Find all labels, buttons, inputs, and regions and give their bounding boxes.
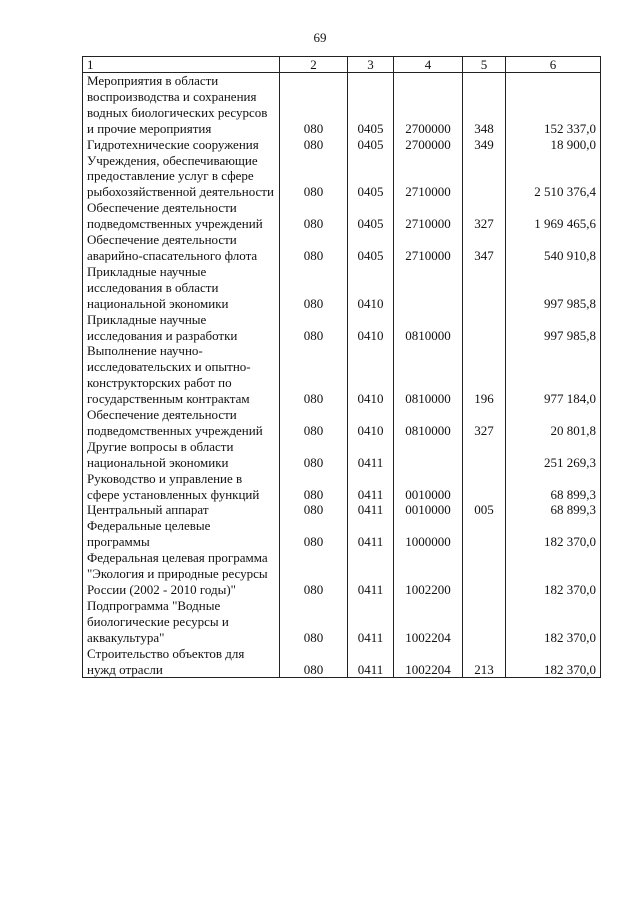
header-row: [83, 57, 601, 73]
header-col-3: 3: [348, 57, 394, 73]
table-row: [83, 439, 601, 471]
item-section-code: 0411: [348, 598, 394, 646]
item-gr-code: 080: [280, 407, 348, 439]
item-target-code: 2710000: [394, 153, 463, 201]
item-gr-code: 080: [280, 264, 348, 312]
table-row: [83, 502, 601, 518]
table-row: [83, 518, 601, 550]
item-amount: 997 985,8: [506, 312, 601, 344]
item-amount: 18 900,0: [506, 137, 601, 153]
item-name: Обеспечение деятельности подведомственных учреждений: [83, 200, 280, 232]
item-expense-type: 213: [463, 646, 506, 678]
item-gr-code: 080: [280, 502, 348, 518]
item-gr-code: 080: [280, 200, 348, 232]
item-section-code: 0410: [348, 407, 394, 439]
budget-table: [82, 56, 601, 678]
item-target-code: 0010000: [394, 502, 463, 518]
item-target-code: [394, 264, 463, 312]
table-row: [83, 73, 601, 137]
item-gr-code: 080: [280, 153, 348, 201]
item-amount: 182 370,0: [506, 598, 601, 646]
item-section-code: 0405: [348, 153, 394, 201]
item-name: Прикладные научные исследования и разработки: [83, 312, 280, 344]
item-section-code: 0410: [348, 343, 394, 407]
header-col-6: 6: [506, 57, 601, 73]
item-name: Гидротехнические сооружения: [83, 137, 280, 153]
item-gr-code: 080: [280, 550, 348, 598]
item-expense-type: [463, 598, 506, 646]
item-amount: 182 370,0: [506, 646, 601, 678]
item-target-code: 2700000: [394, 73, 463, 137]
item-gr-code: 080: [280, 73, 348, 137]
table-row: [83, 232, 601, 264]
item-amount: 251 269,3: [506, 439, 601, 471]
table-row: [83, 598, 601, 646]
item-expense-type: 349: [463, 137, 506, 153]
item-expense-type: 348: [463, 73, 506, 137]
item-target-code: 2710000: [394, 200, 463, 232]
item-amount: 540 910,8: [506, 232, 601, 264]
item-target-code: 0810000: [394, 343, 463, 407]
item-target-code: [394, 439, 463, 471]
table-row: [83, 137, 601, 153]
header-col-5: 5: [463, 57, 506, 73]
item-target-code: 1000000: [394, 518, 463, 550]
item-expense-type: 005: [463, 502, 506, 518]
item-amount: 68 899,3: [506, 502, 601, 518]
item-expense-type: 196: [463, 343, 506, 407]
item-gr-code: 080: [280, 598, 348, 646]
table-row: [83, 407, 601, 439]
header-col-2: 2: [280, 57, 348, 73]
item-target-code: 0810000: [394, 312, 463, 344]
item-section-code: 0405: [348, 232, 394, 264]
item-name: Выполнение научно-исследовательских и опытно-конструкторских работ по государственным контрактам: [83, 343, 280, 407]
item-amount: 1 969 465,6: [506, 200, 601, 232]
item-section-code: 0405: [348, 137, 394, 153]
item-amount: 152 337,0: [506, 73, 601, 137]
item-gr-code: 080: [280, 518, 348, 550]
item-target-code: 0010000: [394, 471, 463, 503]
item-expense-type: 347: [463, 232, 506, 264]
table-row: [83, 471, 601, 503]
item-section-code: 0411: [348, 502, 394, 518]
page-number: 69: [313, 30, 327, 45]
item-expense-type: [463, 518, 506, 550]
item-name: Центральный аппарат: [83, 502, 280, 518]
item-gr-code: 080: [280, 646, 348, 678]
item-name: Учреждения, обеспечивающие предоставление услуг в сфере рыбохозяйственной деятельности: [83, 153, 280, 201]
item-name: Федеральные целевые программы: [83, 518, 280, 550]
item-section-code: 0411: [348, 550, 394, 598]
item-expense-type: [463, 439, 506, 471]
table-row: [83, 343, 601, 407]
item-gr-code: 080: [280, 439, 348, 471]
item-gr-code: 080: [280, 137, 348, 153]
item-target-code: 1002204: [394, 646, 463, 678]
item-gr-code: 080: [280, 471, 348, 503]
item-amount: 68 899,3: [506, 471, 601, 503]
table-row: [83, 550, 601, 598]
item-target-code: 2710000: [394, 232, 463, 264]
item-expense-type: 327: [463, 200, 506, 232]
table-row: [83, 200, 601, 232]
header-col-4: 4: [394, 57, 463, 73]
item-expense-type: [463, 550, 506, 598]
item-section-code: 0411: [348, 518, 394, 550]
item-expense-type: [463, 153, 506, 201]
header-col-1: 1: [83, 57, 280, 73]
item-name: Руководство и управление в сфере установленных функций: [83, 471, 280, 503]
item-expense-type: 327: [463, 407, 506, 439]
item-name: Другие вопросы в области национальной экономики: [83, 439, 280, 471]
table-row: [83, 153, 601, 201]
item-gr-code: 080: [280, 343, 348, 407]
item-expense-type: [463, 264, 506, 312]
item-target-code: 2700000: [394, 137, 463, 153]
item-name: Подпрограмма "Водные биологические ресурсы и аквакультура": [83, 598, 280, 646]
item-target-code: 1002204: [394, 598, 463, 646]
item-amount: 182 370,0: [506, 550, 601, 598]
item-section-code: 0411: [348, 646, 394, 678]
item-section-code: 0410: [348, 312, 394, 344]
item-target-code: 0810000: [394, 407, 463, 439]
item-name: Федеральная целевая программа "Экология и природные ресурсы России (2002 - 2010 годы)": [83, 550, 280, 598]
item-gr-code: 080: [280, 232, 348, 264]
item-section-code: 0405: [348, 73, 394, 137]
table-row: [83, 646, 601, 678]
item-section-code: 0405: [348, 200, 394, 232]
item-section-code: 0411: [348, 439, 394, 471]
item-gr-code: 080: [280, 312, 348, 344]
item-target-code: 1002200: [394, 550, 463, 598]
item-amount: 997 985,8: [506, 264, 601, 312]
item-name: Прикладные научные исследования в области национальной экономики: [83, 264, 280, 312]
item-expense-type: [463, 471, 506, 503]
item-amount: 20 801,8: [506, 407, 601, 439]
item-name: Мероприятия в области воспроизводства и сохранения водных биологических ресурсов и прочие мероприятия: [83, 73, 280, 137]
item-name: Обеспечение деятельности аварийно-спасательного флота: [83, 232, 280, 264]
item-amount: 2 510 376,4: [506, 153, 601, 201]
item-name: Обеспечение деятельности подведомственных учреждений: [83, 407, 280, 439]
item-amount: 977 184,0: [506, 343, 601, 407]
item-expense-type: [463, 312, 506, 344]
item-section-code: 0410: [348, 264, 394, 312]
item-section-code: 0411: [348, 471, 394, 503]
item-amount: 182 370,0: [506, 518, 601, 550]
table-row: [83, 264, 601, 312]
item-name: Строительство объектов для нужд отрасли: [83, 646, 280, 678]
table-row: [83, 312, 601, 344]
